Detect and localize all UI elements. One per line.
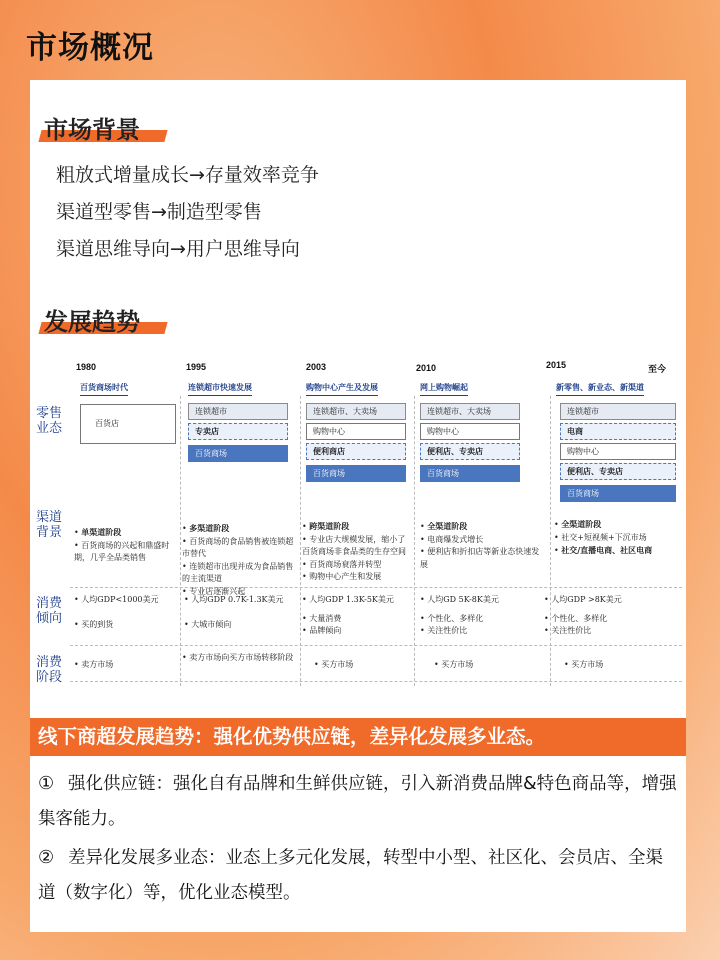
- year-label: 1995: [186, 362, 207, 372]
- consume-stage: • 买方市场: [434, 660, 474, 669]
- consume-trend-block: • 人均GDP<1000美元 • 买的到货: [74, 595, 159, 629]
- year-label: 至今: [648, 364, 667, 374]
- background-line: 粗放式增量成长→存量效率竞争: [56, 164, 319, 186]
- consume-stage: • 卖方市场向买方市场转移阶段: [182, 653, 294, 662]
- era-label: 百货商场时代: [80, 382, 128, 396]
- column-divider: [550, 396, 551, 686]
- row-divider: [70, 645, 682, 646]
- retail-box: 连锁超市、大卖场: [420, 403, 520, 420]
- retail-box: 百货商场: [188, 445, 288, 462]
- retail-box: 百货店: [80, 404, 176, 444]
- year-label: 2003: [306, 362, 327, 372]
- retail-box: 电商: [560, 423, 676, 440]
- row-label-retail: 零售 业态: [36, 406, 63, 436]
- trend-point: [38, 840, 678, 911]
- point-number: ①: [38, 773, 55, 794]
- retail-box: 购物中心: [420, 423, 520, 440]
- content-card: [30, 80, 686, 932]
- background-line: 渠道思维导向→用户思维导向: [56, 238, 300, 260]
- retail-box: 连锁超市: [560, 403, 676, 420]
- era-label: 新零售、新业态、新渠道: [556, 382, 644, 396]
- section-heading-background: 市场背景: [44, 110, 140, 145]
- channel-block: • 全渠道阶段 • 社交+短视频+下沉市场 • 社交/直播电商、社区电商: [554, 519, 653, 555]
- retail-box: 专卖店: [188, 423, 288, 440]
- year-label: 2015: [546, 360, 567, 370]
- retail-box: 购物中心: [560, 443, 676, 460]
- channel-block: • 多渠道阶段 • 百货商场的食品销售被连锁超市替代 • 连锁超市出现并成为食品销售的主流渠道 • 专业店逐渐兴起: [182, 523, 294, 596]
- retail-box: 连锁超市: [188, 403, 288, 420]
- retail-box: 百货商场: [420, 465, 520, 482]
- year-label: 1980: [76, 362, 97, 372]
- era-label: 网上购物崛起: [420, 382, 468, 396]
- column-divider: [300, 396, 301, 686]
- year-label: 2010: [416, 363, 437, 373]
- retail-box: 百货商场: [560, 485, 676, 502]
- channel-block: • 单渠道阶段 • 百货商场的兴起和鼎盛时期，几乎全品类销售: [74, 527, 170, 562]
- row-label-channel: 渠道 背景: [36, 510, 63, 540]
- retail-box: 百货商场: [306, 465, 406, 482]
- page-title: 市场概况: [26, 30, 154, 66]
- era-label: 连锁超市快速发展: [188, 382, 252, 396]
- consume-trend-block: • 人均GDP 1.3K-5K美元 • 大量消费 • 品牌倾向: [302, 595, 394, 635]
- consume-stage: • 买方市场: [564, 660, 604, 669]
- channel-block: • 全渠道阶段 • 电商爆发式增长 • 便利店和折扣店等新业态快速发展: [420, 521, 540, 569]
- point-text: 强化供应链：强化自有品牌和生鲜供应链，引入新消费品牌&特色商品等，增强集客能力。: [38, 774, 677, 829]
- retail-box: 购物中心: [306, 423, 406, 440]
- section-heading-trends: 发展趋势: [44, 302, 140, 337]
- retail-box: 便利店、专卖店: [560, 463, 676, 480]
- consume-stage: • 买方市场: [314, 660, 354, 669]
- point-text: 差异化发展多业态：业态上多元化发展，转型中小型、社区化、会员店、全渠道（数字化）等，优化业态模型。: [38, 848, 663, 903]
- channel-block: • 跨渠道阶段 • 专业店大规模发展，缩小了百货商场非食品类的生存空间 • 百货商场衰落并转型 • 购物中心产生和发展: [302, 521, 406, 581]
- background-line: 渠道型零售→制造型零售: [56, 201, 262, 223]
- row-divider: [70, 681, 682, 682]
- row-label-consume-trend: 消费 倾向: [36, 596, 63, 626]
- trend-point: [38, 766, 678, 837]
- retail-box: 连锁超市、大卖场: [306, 403, 406, 420]
- consume-trend-block: • 人均GDP 0.7K-1.3K美元 • 大城市倾向: [184, 595, 284, 629]
- row-divider: [70, 587, 682, 588]
- retail-box: 便利商店: [306, 443, 406, 460]
- retail-box: 便利店、专卖店: [420, 443, 520, 460]
- column-divider: [180, 396, 181, 686]
- consume-trend-block: • 人均GDP >8K美元 • 个性化、多样化 • 关注性价比: [544, 595, 622, 635]
- point-number: ②: [38, 847, 55, 868]
- era-label: 购物中心产生及发展: [306, 382, 378, 396]
- trend-banner: 线下商超发展趋势：强化优势供应链，差异化发展多业态。: [30, 718, 686, 756]
- retail-timeline-diagram: [30, 350, 686, 690]
- consume-trend-block: • 人均GD 5K-8K美元 • 个性化、多样化 • 关注性价比: [420, 595, 499, 635]
- row-label-consume-stage: 消费 阶段: [36, 655, 63, 685]
- background-list: [56, 160, 319, 271]
- column-divider: [414, 396, 415, 686]
- consume-stage: • 卖方市场: [74, 660, 114, 669]
